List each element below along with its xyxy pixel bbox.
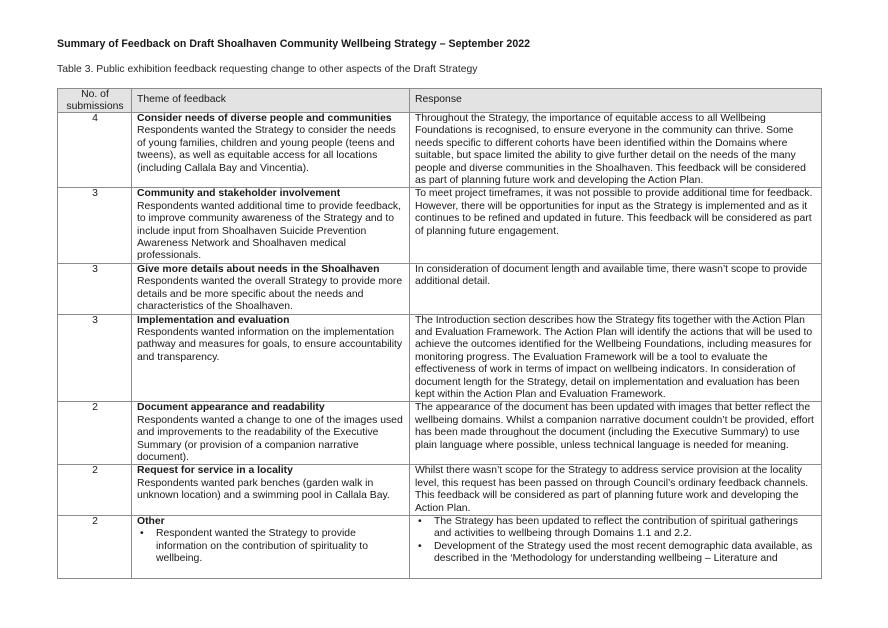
header-theme: Theme of feedback — [132, 89, 410, 113]
header-submissions: No. of submissions — [58, 89, 132, 113]
response-bullet-item — [415, 541, 817, 566]
bullet-text: Respondent wanted the Strategy to provide information on the contribution of spirituality to wellbeing. — [156, 528, 368, 565]
response-cell: The Introduction section describes how the Strategy fits together with the Action Plan and Evaluation Framework. The Action Plan will identify the actions that will be used to achieve the outcomes identified for the Wellbeing Foundations, including measures for monitoring progress. The Evaluation Framework will be a tool to evaluate the effectiveness of work in terms of impact on wellbeing indicators. In consideration of document length for the Strategy, detail on implementation and evaluation has been kept within the Action Plan and Evaluation Framework. — [410, 314, 822, 402]
submissions-count: 3 — [58, 263, 132, 314]
theme-description: Respondents wanted a change to one of the images used and improvements to the readability of the Executive Summary (or provision of a companion narrative document). — [137, 414, 403, 463]
theme-cell — [132, 314, 410, 402]
table-row — [58, 465, 822, 516]
table-row — [58, 314, 822, 402]
submissions-count: 4 — [58, 113, 132, 188]
response-cell — [410, 516, 822, 579]
theme-title: Request for service in a locality — [137, 465, 293, 477]
theme-title: Document appearance and readability — [137, 402, 325, 414]
table-row — [58, 188, 822, 263]
theme-title: Community and stakeholder involvement — [137, 188, 341, 200]
header-response: Response — [410, 89, 822, 113]
bullet-icon: • — [140, 528, 144, 540]
theme-title: Implementation and evaluation — [137, 314, 290, 326]
theme-cell — [132, 465, 410, 516]
bullet-text: The Strategy has been updated to reflect the contribution of spiritual gatherings and activities to wellbeing through Domains 1.1 and 2.2. — [434, 516, 798, 540]
theme-cell — [132, 263, 410, 314]
feedback-table — [57, 88, 822, 579]
bullet-icon: • — [418, 516, 422, 527]
theme-cell — [132, 188, 410, 263]
theme-description: Respondents wanted additional time to provide feedback, to improve community awareness of the Strategy and to include input from Shoalhaven Suicide Prevention Awareness Network and Shoalhaven medical professionals. — [137, 200, 401, 262]
theme-cell — [132, 402, 410, 465]
bullet-icon: • — [418, 540, 422, 552]
theme-title: Consider needs of diverse people and communities — [137, 113, 392, 124]
submissions-count: 2 — [58, 465, 132, 516]
table-row — [58, 113, 822, 188]
theme-description: Respondents wanted the Strategy to consider the needs of young families, children and young people (teens and tweens), as well as equitable access for all locations (including Callala Bay and Vincentia). — [137, 125, 396, 174]
response-bullet-list — [415, 516, 817, 566]
theme-description: Respondents wanted the overall Strategy to provide more details and be more specific about the needs and characteristics of the Shoalhaven. — [137, 276, 403, 313]
theme-bullet-list — [137, 528, 405, 565]
response-cell: In consideration of document length and available time, there wasn’t scope to provide additional detail. — [410, 263, 822, 314]
response-cell: Whilst there wasn’t scope for the Strategy to address service provision at the locality level, this request has been passed on through Council’s ordinary feedback channels. This feedback will be considered as part of planning future work and developing the Action Plan. — [410, 465, 822, 516]
theme-cell — [132, 516, 410, 579]
response-cell: The appearance of the document has been updated with images that better reflect the wellbeing domains. Whilst a companion narrative document couldn’t be provided, effort has been made throughout the document (including the Executive Summary) to use plain language where possible, unless technical language is needed for meaning. — [410, 402, 822, 465]
table-header-row — [58, 89, 822, 113]
response-bullet-item — [415, 516, 817, 541]
table-row — [58, 402, 822, 465]
table-row — [58, 516, 822, 579]
theme-description: Respondents wanted information on the implementation pathway and measures for goals, to ensure accountability and transparency. — [137, 326, 403, 363]
theme-title: Give more details about needs in the Shoalhaven — [137, 263, 380, 275]
response-cell: Throughout the Strategy, the importance of equitable access to all Wellbeing Foundations is recognised, to ensure everyone in the community can thrive. Some needs specific to different cohorts have been identified within the Domains where suitable, but space limited the ability to give further detail on the needs of the many people and diverse communities in the Shoalhaven. This feedback will be considered as part of planning future work and developing the Action Plan. — [410, 113, 822, 188]
table-caption: Table 3. Public exhibition feedback requesting change to other aspects of the Draft Strategy — [57, 64, 478, 75]
submissions-count: 3 — [58, 188, 132, 263]
bullet-text: Development of the Strategy used the most recent demographic data available, as described in the ‘Methodology for understanding wellbeing – Literature and — [434, 540, 813, 565]
theme-bullet-item — [137, 528, 405, 565]
submissions-count: 2 — [58, 402, 132, 465]
theme-title: Other — [137, 516, 165, 527]
submissions-count: 3 — [58, 314, 132, 402]
submissions-count: 2 — [58, 516, 132, 579]
response-cell: To meet project timeframes, it was not possible to provide additional time for feedback. However, there will be opportunities for input as the Strategy is implemented and as it continues to be refined and updated in future. This feedback will be considered as part of planning future engagement. — [410, 188, 822, 263]
theme-cell — [132, 113, 410, 188]
table-row — [58, 263, 822, 314]
theme-description: Respondents wanted park benches (garden walk in unknown location) and a swimming pool in Callala Bay. — [137, 477, 390, 502]
document-title: Summary of Feedback on Draft Shoalhaven Community Wellbeing Strategy – September 2022 — [57, 38, 531, 50]
